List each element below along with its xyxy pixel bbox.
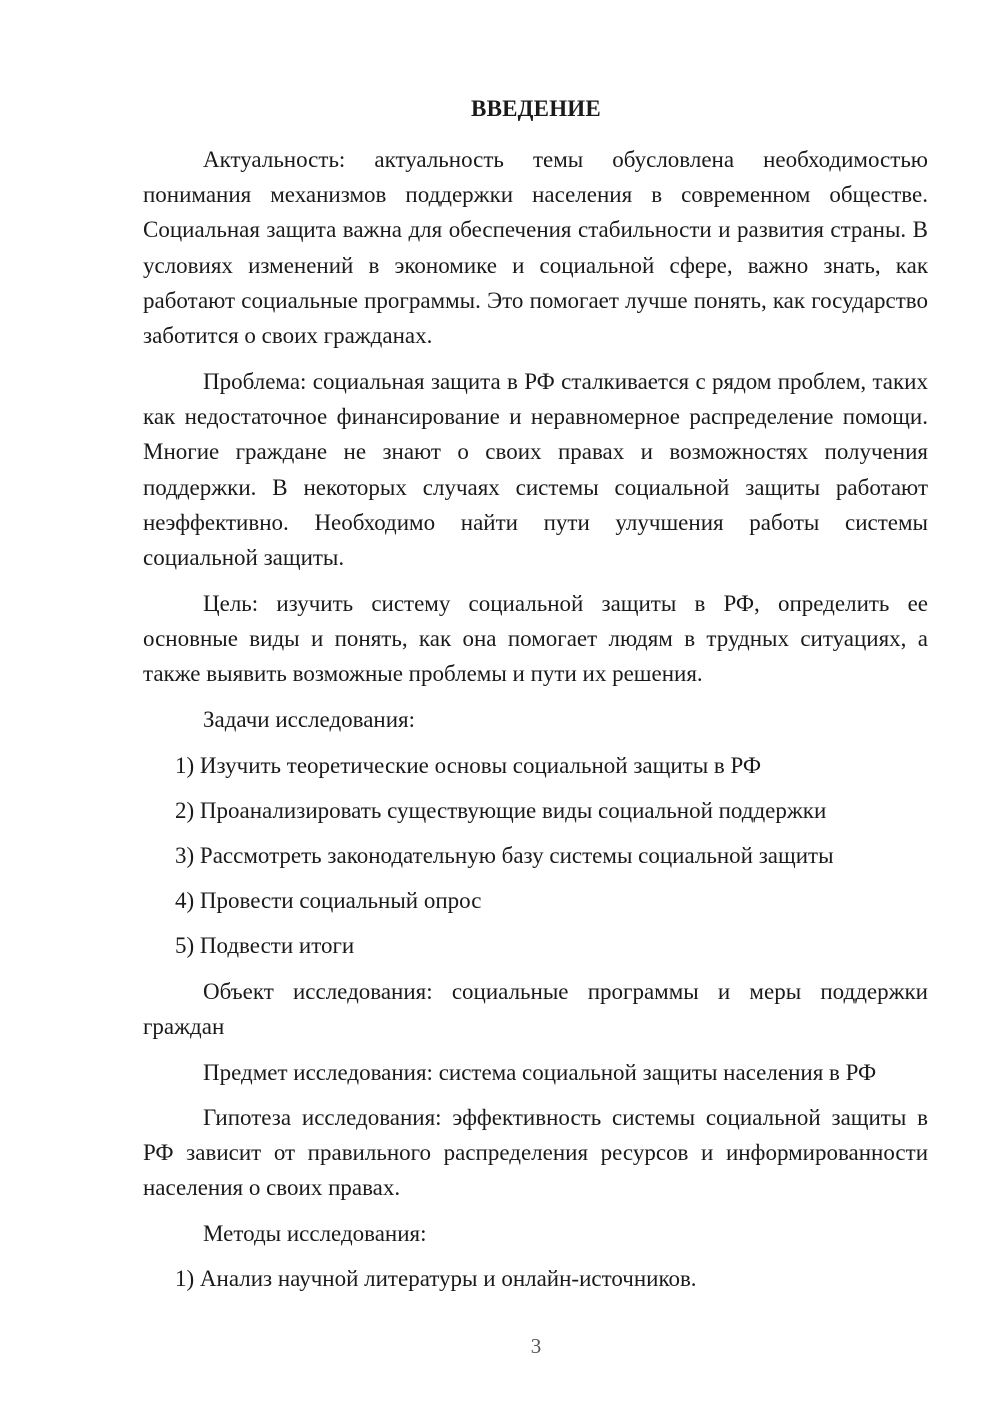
paragraph-hypothesis: Гипотеза исследования: эффективность системы социальной защиты в РФ зависит от правильного распределения ресурсов и информированности населения о своих правах. bbox=[143, 1105, 928, 1201]
paragraph-subject: Предмет исследования: система социальной защиты населения в РФ bbox=[203, 1060, 877, 1085]
paragraph-goal: Цель: изучить систему социальной защиты в РФ, определить ее основные виды и понять, как она помогает людям в трудных ситуациях, а также выявить возможные проблемы и пути их решения. bbox=[143, 591, 928, 687]
list-item: 1) Изучить теоретические основы социальной защиты в РФ bbox=[175, 753, 762, 778]
page-number: 3 bbox=[530, 1334, 542, 1358]
list-item: 5) Подвести итоги bbox=[175, 933, 355, 958]
paragraph-relevance: Актуальность: актуальность темы обусловлена необходимостью понимания механизмов поддержки населения в современном обществе. Социальная защита важна для обеспечения стабильности и развития страны. В условиях изменений в экономике и социальной сфере, важно знать, как работают социальные программы. Это помогает лучше понять, как государство заботится о своих гражданах. bbox=[143, 147, 928, 349]
list-item: 1) Анализ научной литературы и онлайн-источников. bbox=[175, 1266, 697, 1291]
methods-heading: Методы исследования: bbox=[203, 1221, 427, 1246]
paragraph-problem: Проблема: социальная защита в РФ сталкивается с рядом проблем, таких как недостаточное финансирование и неравномерное распределение помощи. Многие граждане не знают о своих правах и возможностях получения поддержки. В некоторых случаях системы социальной защиты работают неэффективно. Необходимо найти пути улучшения работы системы социальной защиты. bbox=[143, 369, 928, 571]
list-item: 4) Провести социальный опрос bbox=[175, 888, 482, 913]
paragraph-object: Объект исследования: социальные программы и меры поддержки граждан bbox=[143, 979, 928, 1040]
page-title: ВВЕДЕНИЕ bbox=[471, 96, 601, 121]
tasks-heading: Задачи исследования: bbox=[203, 707, 416, 732]
list-item: 3) Рассмотреть законодательную базу системы социальной защиты bbox=[175, 843, 834, 868]
list-item: 2) Проанализировать существующие виды социальной поддержки bbox=[175, 798, 827, 823]
